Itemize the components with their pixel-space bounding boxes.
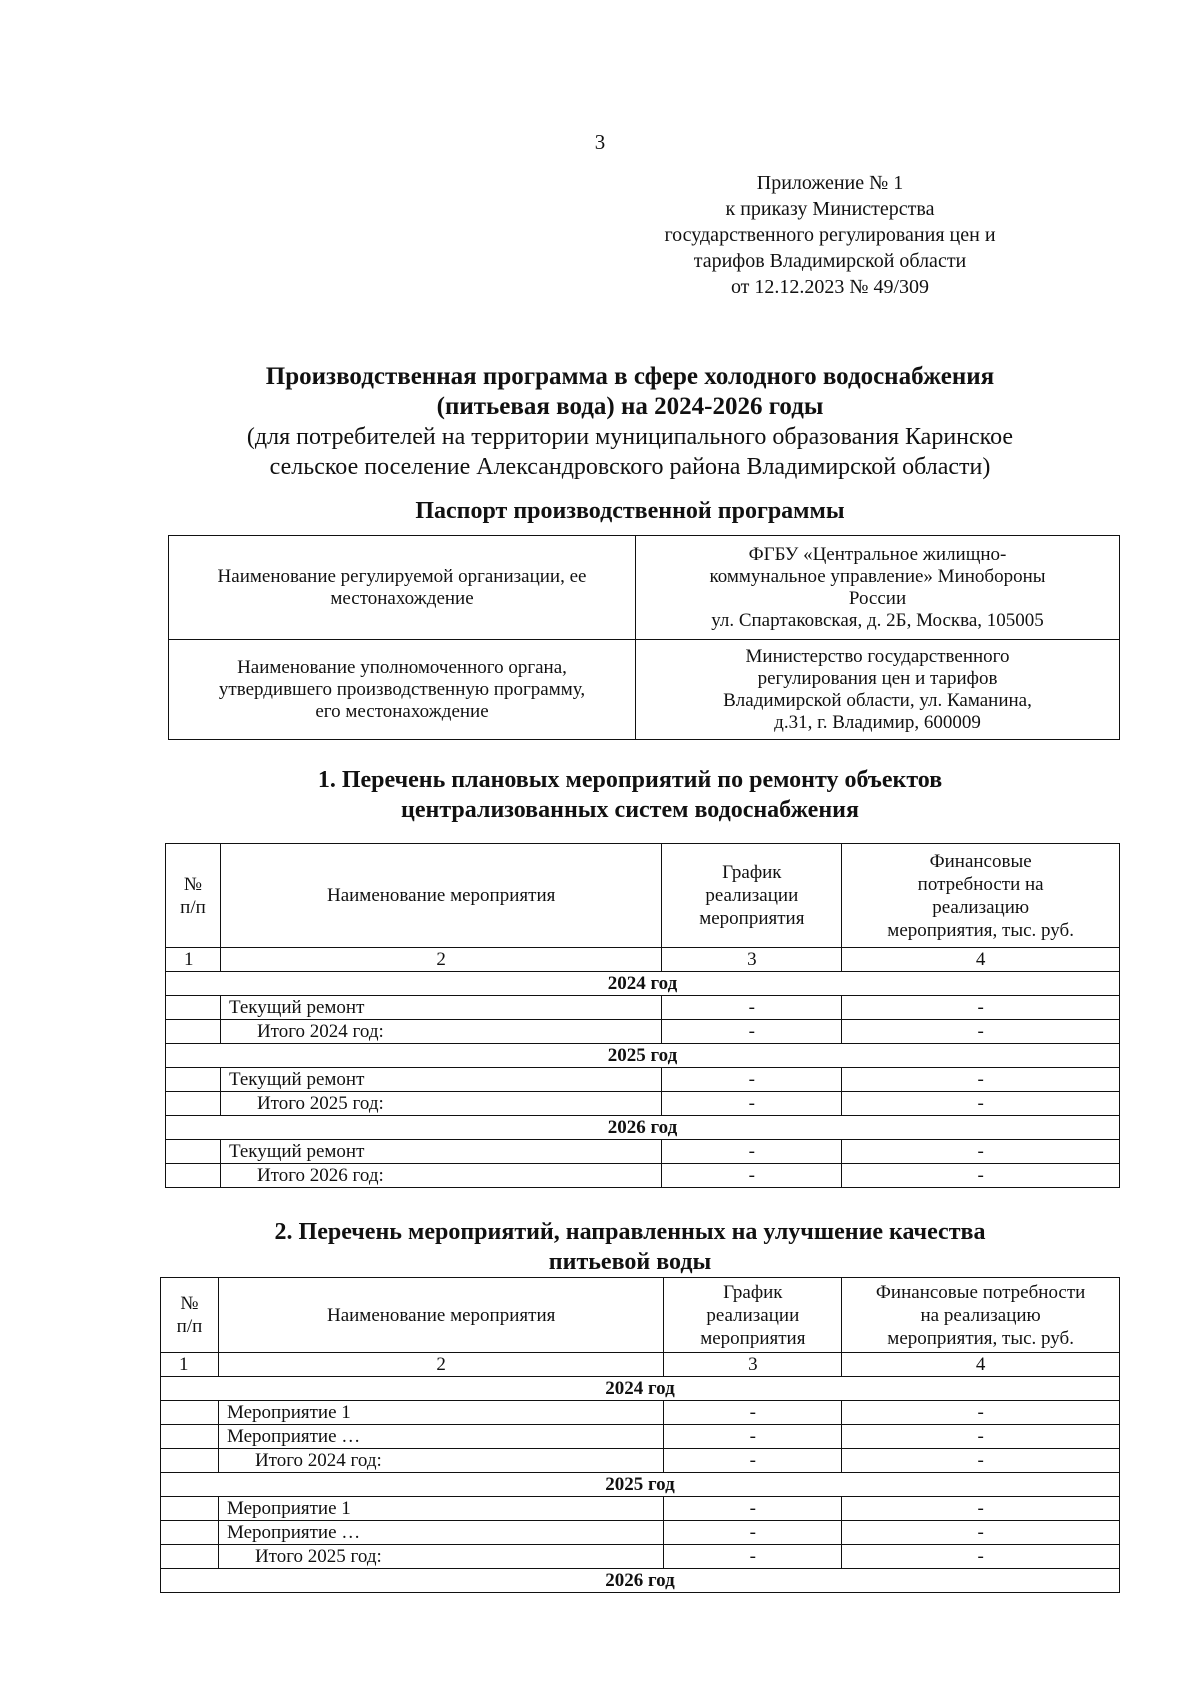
item-financing: - xyxy=(842,1425,1120,1449)
passport-value xyxy=(636,536,1120,640)
passport-label: Наименование регулируемой организации, ее местонахождение xyxy=(169,536,636,640)
col-number: 1 xyxy=(161,1353,219,1377)
table-row xyxy=(166,1020,1120,1044)
header-schedule: График реализации мероприятия xyxy=(662,844,842,948)
appendix-line: тарифов Владимирской области xyxy=(693,250,967,272)
total-schedule: - xyxy=(662,1092,842,1116)
column-number-row xyxy=(161,1353,1120,1377)
appendix-line: к приказу Министерства xyxy=(725,198,935,220)
table-row xyxy=(161,1425,1120,1449)
passport-heading: Паспорт производственной программы xyxy=(415,498,845,524)
total-label: Итого 2025 год: xyxy=(220,1092,661,1116)
total-label: Итого 2025 год: xyxy=(218,1545,663,1569)
table-row xyxy=(161,1449,1120,1473)
heading-line: 2. Перечень мероприятий, направленных на улучшение качества xyxy=(274,1219,986,1245)
item-name: Текущий ремонт xyxy=(220,1068,661,1092)
col-number: 3 xyxy=(662,948,842,972)
table-header-row xyxy=(161,1278,1120,1353)
label-line: утвердившего производственную программу, xyxy=(218,678,586,700)
table-row xyxy=(166,1092,1120,1116)
year-label: 2025 год xyxy=(166,1044,1120,1068)
item-financing: - xyxy=(842,1140,1120,1164)
title-line: Производственная программа в сфере холодного водоснабжения xyxy=(265,363,995,390)
col-number: 2 xyxy=(220,948,661,972)
year-label: 2026 год xyxy=(161,1569,1120,1593)
item-name: Мероприятие 1 xyxy=(218,1401,663,1425)
label-line: его местонахождение xyxy=(315,700,489,722)
total-schedule: - xyxy=(664,1545,842,1569)
value-line: коммунальное управление» Минобороны xyxy=(709,565,1046,587)
year-label: 2025 год xyxy=(161,1473,1120,1497)
repair-plan-table xyxy=(165,843,1120,1188)
value-line: ФГБУ «Центральное жилищно- xyxy=(748,543,1007,565)
header-financing: Финансовые потребности на реализацию мероприятия, тыс. руб. xyxy=(842,844,1120,948)
title-line: (питьевая вода) на 2024-2026 годы xyxy=(436,393,824,420)
total-financing: - xyxy=(842,1020,1120,1044)
quality-plan-table xyxy=(160,1277,1120,1593)
item-name: Текущий ремонт xyxy=(220,1140,661,1164)
document-title xyxy=(160,362,1100,482)
item-financing: - xyxy=(842,1068,1120,1092)
total-schedule: - xyxy=(664,1449,842,1473)
item-name: Мероприятие … xyxy=(218,1425,663,1449)
total-label: Итого 2024 год: xyxy=(218,1449,663,1473)
item-schedule: - xyxy=(664,1497,842,1521)
year-label: 2026 год xyxy=(166,1116,1120,1140)
header-name: Наименование мероприятия xyxy=(218,1278,663,1353)
year-row xyxy=(161,1569,1120,1593)
header-schedule: График реализации мероприятия xyxy=(664,1278,842,1353)
item-schedule: - xyxy=(662,996,842,1020)
item-name: Мероприятие … xyxy=(218,1521,663,1545)
header-num: № п/п xyxy=(166,844,221,948)
section2-heading xyxy=(160,1217,1100,1277)
total-financing: - xyxy=(842,1164,1120,1188)
total-schedule: - xyxy=(662,1164,842,1188)
table-row xyxy=(161,1521,1120,1545)
item-schedule: - xyxy=(662,1068,842,1092)
value-line: России xyxy=(848,587,907,609)
subtitle-line: сельское поселение Александровского района Владимирской области) xyxy=(269,454,991,480)
appendix-line: Приложение № 1 xyxy=(756,172,904,194)
heading-line: централизованных систем водоснабжения xyxy=(401,797,859,823)
year-label: 2024 год xyxy=(161,1377,1120,1401)
item-name: Мероприятие 1 xyxy=(218,1497,663,1521)
item-schedule: - xyxy=(662,1140,842,1164)
year-row xyxy=(166,1044,1120,1068)
heading-line: питьевой воды xyxy=(548,1249,712,1275)
col-number: 1 xyxy=(166,948,221,972)
table-row xyxy=(166,1068,1120,1092)
table-row xyxy=(166,1140,1120,1164)
table-row xyxy=(161,1401,1120,1425)
item-financing: - xyxy=(842,1401,1120,1425)
total-financing: - xyxy=(842,1449,1120,1473)
total-label: Итого 2024 год: xyxy=(220,1020,661,1044)
value-line: д.31, г. Владимир, 600009 xyxy=(774,711,981,733)
total-financing: - xyxy=(842,1092,1120,1116)
column-number-row xyxy=(166,948,1120,972)
appendix-line: государственного регулирования цен и xyxy=(664,224,996,246)
table-header-row xyxy=(166,844,1120,948)
value-line: регулирования цен и тарифов xyxy=(757,667,998,689)
header-financing: Финансовые потребности на реализацию мероприятия, тыс. руб. xyxy=(842,1278,1120,1353)
page-number: 3 xyxy=(594,130,606,154)
col-number: 2 xyxy=(218,1353,663,1377)
item-schedule: - xyxy=(664,1521,842,1545)
value-line: Министерство государственного xyxy=(745,645,1010,667)
total-schedule: - xyxy=(662,1020,842,1044)
table-row xyxy=(161,1497,1120,1521)
total-label: Итого 2026 год: xyxy=(220,1164,661,1188)
item-schedule: - xyxy=(664,1401,842,1425)
value-line: Владимирской области, ул. Каманина, xyxy=(723,689,1032,711)
appendix-block xyxy=(650,170,1010,300)
total-financing: - xyxy=(842,1545,1120,1569)
header-num: № п/п xyxy=(161,1278,219,1353)
year-row xyxy=(161,1473,1120,1497)
passport-row xyxy=(169,536,1120,640)
year-row xyxy=(166,1116,1120,1140)
col-number: 4 xyxy=(842,948,1120,972)
item-schedule: - xyxy=(664,1425,842,1449)
table-row xyxy=(166,996,1120,1020)
passport-table xyxy=(168,535,1120,740)
heading-line: 1. Перечень плановых мероприятий по ремонту объектов xyxy=(317,767,943,793)
section1-heading xyxy=(160,765,1100,825)
item-financing: - xyxy=(842,1497,1120,1521)
passport-row xyxy=(169,640,1120,740)
year-row xyxy=(166,972,1120,996)
passport-label xyxy=(169,640,636,740)
col-number: 4 xyxy=(842,1353,1120,1377)
header-name: Наименование мероприятия xyxy=(220,844,661,948)
item-name: Текущий ремонт xyxy=(220,996,661,1020)
appendix-date: от 12.12.2023 № 49/309 xyxy=(730,276,930,298)
year-row xyxy=(161,1377,1120,1401)
passport-value xyxy=(636,640,1120,740)
table-row xyxy=(166,1164,1120,1188)
col-number: 3 xyxy=(664,1353,842,1377)
subtitle-line: (для потребителей на территории муниципального образования Каринское xyxy=(246,424,1014,450)
year-label: 2024 год xyxy=(166,972,1120,996)
label-line: Наименование уполномоченного органа, xyxy=(237,656,567,678)
item-financing: - xyxy=(842,996,1120,1020)
item-financing: - xyxy=(842,1521,1120,1545)
table-row xyxy=(161,1545,1120,1569)
value-line: ул. Спартаковская, д. 2Б, Москва, 105005 xyxy=(711,609,1044,631)
